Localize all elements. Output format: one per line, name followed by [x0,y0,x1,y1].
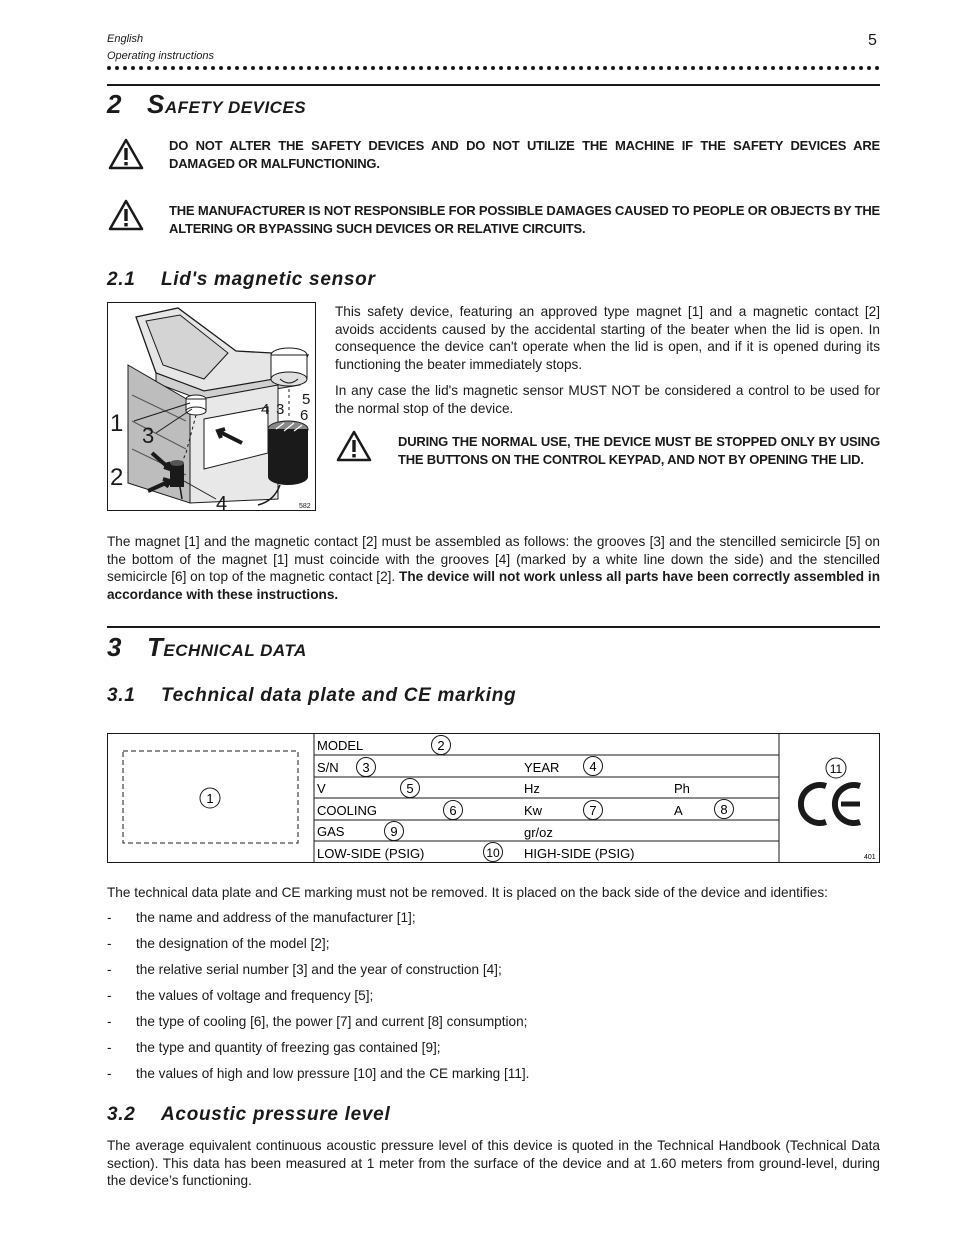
acoustic-paragraph: The average equivalent continuous acoustic pressure level of this device is quoted in the Technical Handbook (Technical Data section). This data has been measured at 1 meter from the surface of the device and at 1.60 meters from ground-level, during the device’s functioning. [107,1138,880,1189]
section-3-rule [107,626,880,628]
plate-circle-9: 9 [390,824,398,839]
section-2-rule [107,84,880,86]
data-plate-drawing [108,734,879,862]
subsection-3-1-number: 3.1 [107,685,136,706]
plate-circle-4: 4 [589,759,597,774]
section-2-title [107,89,306,120]
page-number: 5 [868,32,877,49]
section-2-title-initial: S [147,89,165,119]
plate-circle-2: 2 [437,738,445,753]
list-item: - the relative serial number [3] and the year of construction [4]; [107,962,502,977]
plate-low-side-label: LOW-SIDE (PSIG) [317,846,425,861]
warning-triangle-icon [336,430,372,462]
list-item: - the type of cooling [6], the power [7] and current [8] consumption; [107,1014,528,1029]
assembly-text: The magnet [1] and the magnetic contact [2] must be assembled as follows: the grooves [3] and the stencilled semicircle [5] on the bottom of the magnet [1] must coincide with the grooves [4] (marked by a white line down the side) and the stencilled semicircle [6] on top of the magnetic contact [2]. [107,534,880,585]
technical-data-plate [107,733,880,863]
warning-triangle-icon [108,199,144,231]
figure-label-1: 1 [110,410,124,437]
plate-v-label: V [317,781,326,796]
warning-text-1: DO NOT ALTER THE SAFETY DEVICES AND DO NOT UTILIZE THE MACHINE IF THE SAFETY DEVICES ARE DAMAGED OR MALFUNCTIONING. [169,138,880,171]
section-2-title-rest: AFETY DEVICES [164,98,307,117]
warning-triangle-icon [108,138,144,170]
subsection-3-2-number: 3.2 [107,1104,136,1125]
section-3-title [107,632,307,663]
assembly-bold-text: The device will not work unless all parts have been correctly assembled in accordance with these instructions. [107,569,880,602]
sensor-warning-text: DURING THE NORMAL USE, THE DEVICE MUST BE STOPPED ONLY BY USING THE BUTTONS ON THE CONTROL KEYPAD, AND NOT BY OPENING THE LID. [398,434,880,467]
subsection-2-1-number: 2.1 [107,269,136,290]
subsection-2-1-title [107,269,376,291]
ce-mark-icon [801,785,860,823]
list-item: - the name and address of the manufacturer [1]; [107,910,416,925]
plate-circle-7: 7 [589,803,597,818]
subsection-3-1-title [107,685,516,707]
figure-label-4: 4 [216,493,228,510]
plate-hz-label: Hz [524,781,540,796]
assembly-paragraph [107,533,880,603]
list-item: - the type and quantity of freezing gas contained [9]; [107,1040,441,1055]
plate-circle-8: 8 [720,802,728,817]
plate-cooling-label: COOLING [317,803,377,818]
subsection-3-2-text: Acoustic pressure level [161,1104,391,1125]
header-subtitle: Operating instructions [107,50,214,62]
header-dotted-rule [107,66,880,70]
plate-a-label: A [674,803,683,818]
figure-code: 582 [299,503,311,510]
section-2-number: 2 [107,89,122,119]
plate-sn-label: S/N [317,760,339,775]
list-item: - the designation of the model [2]; [107,936,330,951]
sensor-paragraph-1: This safety device, featuring an approved type magnet [1] and a magnetic contact [2] avoids accidents caused by the accidental starting of the beater when the lid is open. In consequence the device can't operate when the lid is open, and if it is opened during its functioning the beater immediately stops. [335,304,880,372]
plate-kw-label: Kw [524,803,543,818]
section-3-number: 3 [107,632,122,662]
figure-label-3: 3 [142,423,155,448]
plate-code: 401 [864,854,876,861]
circle-1-label: 1 [206,791,214,806]
plate-model-label: MODEL [317,738,364,753]
figure-label-2: 2 [110,464,124,491]
figure-label-r5: 5 [302,391,311,408]
subsection-3-1-text: Technical data plate and CE marking [161,685,517,706]
plate-year-label: YEAR [524,760,560,775]
list-item: - the values of voltage and frequency [5]; [107,988,374,1003]
subsection-2-1-text: Lid's magnetic sensor [161,269,376,290]
section-3-title-rest: ECHNICAL DATA [163,641,307,660]
plate-circle-6: 6 [449,803,457,818]
section-3-title-initial: T [147,632,164,662]
figure-label-r3: 3 [276,401,285,418]
header-language: English [107,33,144,45]
plate-groz-label: gr/oz [524,825,553,840]
plate-gas-label: GAS [317,824,345,839]
plate-high-side-label: HIGH-SIDE (PSIG) [524,846,635,861]
sensor-paragraph-2: In any case the lid's magnetic sensor MUST NOT be considered a control to be used for the normal stop of the device. [335,383,880,416]
plate-circle-11: 11 [829,762,843,776]
list-item: - the values of high and low pressure [10] and the CE marking [11]. [107,1066,530,1081]
magnetic-sensor-illustration [108,303,315,510]
plate-intro-paragraph: The technical data plate and CE marking must not be removed. It is placed on the back side of the device and identifies: [107,885,828,900]
subsection-3-2-title [107,1104,390,1126]
plate-ph-label: Ph [674,781,690,796]
magnetic-sensor-figure [107,302,316,511]
figure-label-r4: 4 [261,401,270,418]
plate-circle-3: 3 [362,760,370,775]
plate-circle-5: 5 [406,781,414,796]
warning-text-2: THE MANUFACTURER IS NOT RESPONSIBLE FOR POSSIBLE DAMAGES CAUSED TO PEOPLE OR OBJECTS BY THE ALTERING OR BYPASSING SUCH DEVICES OR RELATIVE CIRCUITS. [169,203,880,236]
plate-circle-10: 10 [486,846,500,860]
figure-label-r6: 6 [300,407,309,424]
